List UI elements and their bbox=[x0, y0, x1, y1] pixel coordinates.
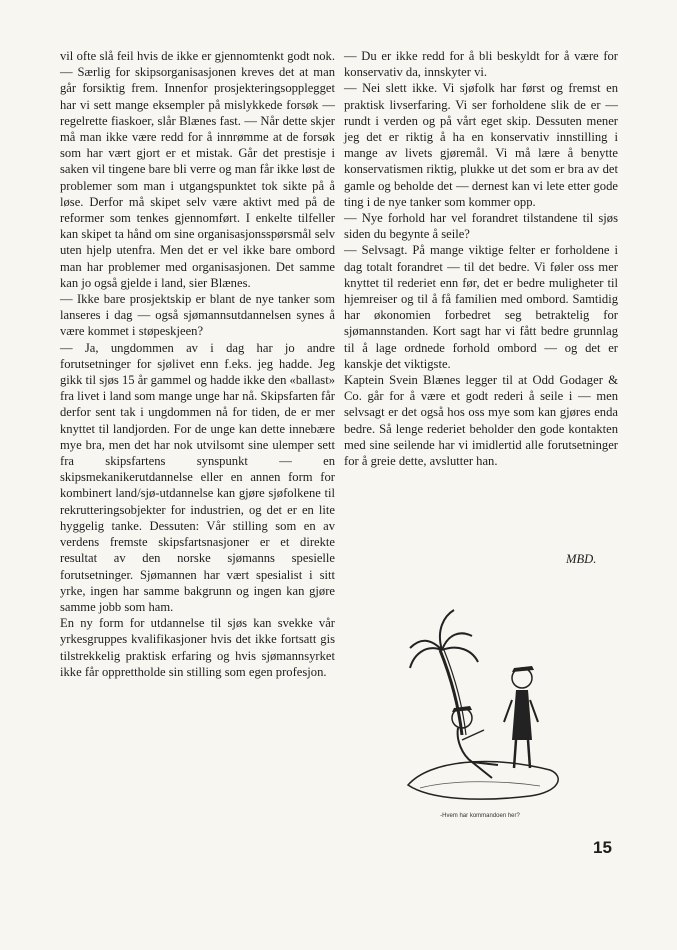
paragraph: — Nei slett ikke. Vi sjøfolk har først og fremst en praktisk livserfaring. Vi ser forholdene slik de er — rundt i verden og på vårt eget skip. Dessuten mener jeg det er riktig å ha en konservativ innstilling i mange av livets gjøremål. Vi må lære å benytte konservatismen riktig, plukke ut det som er bra av det gamle og beholde det — dernest kan vi lete etter gode ting i de nye tanker som kommer opp. bbox=[344, 81, 618, 209]
island-cartoon-illustration bbox=[400, 580, 580, 812]
cartoon-caption: -Hvem har kommandoen her? bbox=[440, 813, 520, 819]
author-signature: MBD. bbox=[566, 552, 597, 566]
right-column bbox=[344, 48, 618, 469]
page-number: 15 bbox=[593, 838, 612, 857]
paragraph: — Nye forhold har vel forandret tilstandene til sjøs siden du begynte å seile? bbox=[344, 211, 618, 242]
paragraph: — Ja, ungdommen av i dag har jo andre forutsetninger for sjølivet enn f.eks. jeg hadde. Jeg gikk til sjøs 15 år gammel og hadde ikke den «ballast» fra livet i land som mange unge har nå. Skipsfarten får derfor sent tak i ungdommen nå for tiden, de er mer knyttet til landjorden. For de unge kan dette innebære mye bra, men det har nok utvilsomt sine ulemper sett fra skipsfartens synspunkt — en skipsmekanikerutdannelse eller en annen form for kombinert land/sjø-utdannelse kan gjøre sjøfolkene til rekrutteringsobjekter for industrien, og det er en lite hyggelig tanke. Dessuten: Vår stilling som en av verdens fremste skipsfartsnasjoner er et direkte resultat av den norske sjømanns spesielle forutsetninger. Sjømannen har vært spesialist i sitt yrke, ingen har samme bakgrunn og ingen kan gjøre samme jobb som ham. bbox=[60, 340, 335, 614]
paragraph: — Selvsagt. På mange viktige felter er forholdene i dag totalt forandret — til det bedre. Vi føler oss mer knyttet til rederiet enn før, det er bedre muligheter til hjemreiser og til å få familien med ombord. Samtidig har økonomien forbedret seg betraktelig for sjømannstanden. Kort sagt har vi fått bedre grunnlag til å lage ordnede forhold ombord — og det er kanskje det viktigste. bbox=[344, 243, 618, 371]
paragraph: — Du er ikke redd for å bli beskyldt for å være for konservativ da, innskyter vi. bbox=[344, 49, 618, 80]
paragraph: — Ikke bare prosjektskip er blant de nye tanker som lanseres i dag — også sjømannsutdannelsen synes å være kommet i støpeskjeen? bbox=[60, 292, 335, 339]
paragraph: vil ofte slå feil hvis de ikke er gjennomtenkt godt nok. — Særlig for skipsorganisasjonen kreves det at man går forsiktig frem. Innenfor prosjekteringsopplegget har vi sett mange eksempler på mislykkede forsøk — regelrette fiaskoer, slår Blænes fast. — Når dette skjer må man ikke være redd for å innrømme at de forsøk som har vært gjort er et mistak. Går det prestisje i saken vil tingene bare bli verre og man får ikke løst de problemer som man i utgangspunktet tok sikte på å løse. Derfor må skipet selv være aktivt med på de reformer som tenkes gjennomført. I enkelte tilfeller kan skipet ta hånd om sine organisasjonsspørsmål selv uten hjelp utenfra. Men det er vel ikke bare ombord man har problemer med organisasjonen. Det samme kan jo også gjelde i land, sier Blænes. bbox=[60, 49, 335, 290]
left-column bbox=[60, 48, 335, 680]
paragraph: Kaptein Svein Blænes legger til at Odd Godager & Co. går for å være et godt rederi å seile i — men selvsagt er det også hos oss mye som kan gjøres enda bedre. Så lenge rederiet beholder den gode kontakten med sine seilende har vi imidlertid alle forutsetninger for å greie dette, avslutter han. bbox=[344, 373, 618, 469]
paragraph: En ny form for utdannelse til sjøs kan svekke vår yrkesgruppes kvalifikasjoner hvis det ikke fortsatt gis tilstrekkelig praktisk erfaring og hvis sjømannsyrket ikke får opprettholde sin stilling som egen profesjon. bbox=[60, 616, 335, 679]
